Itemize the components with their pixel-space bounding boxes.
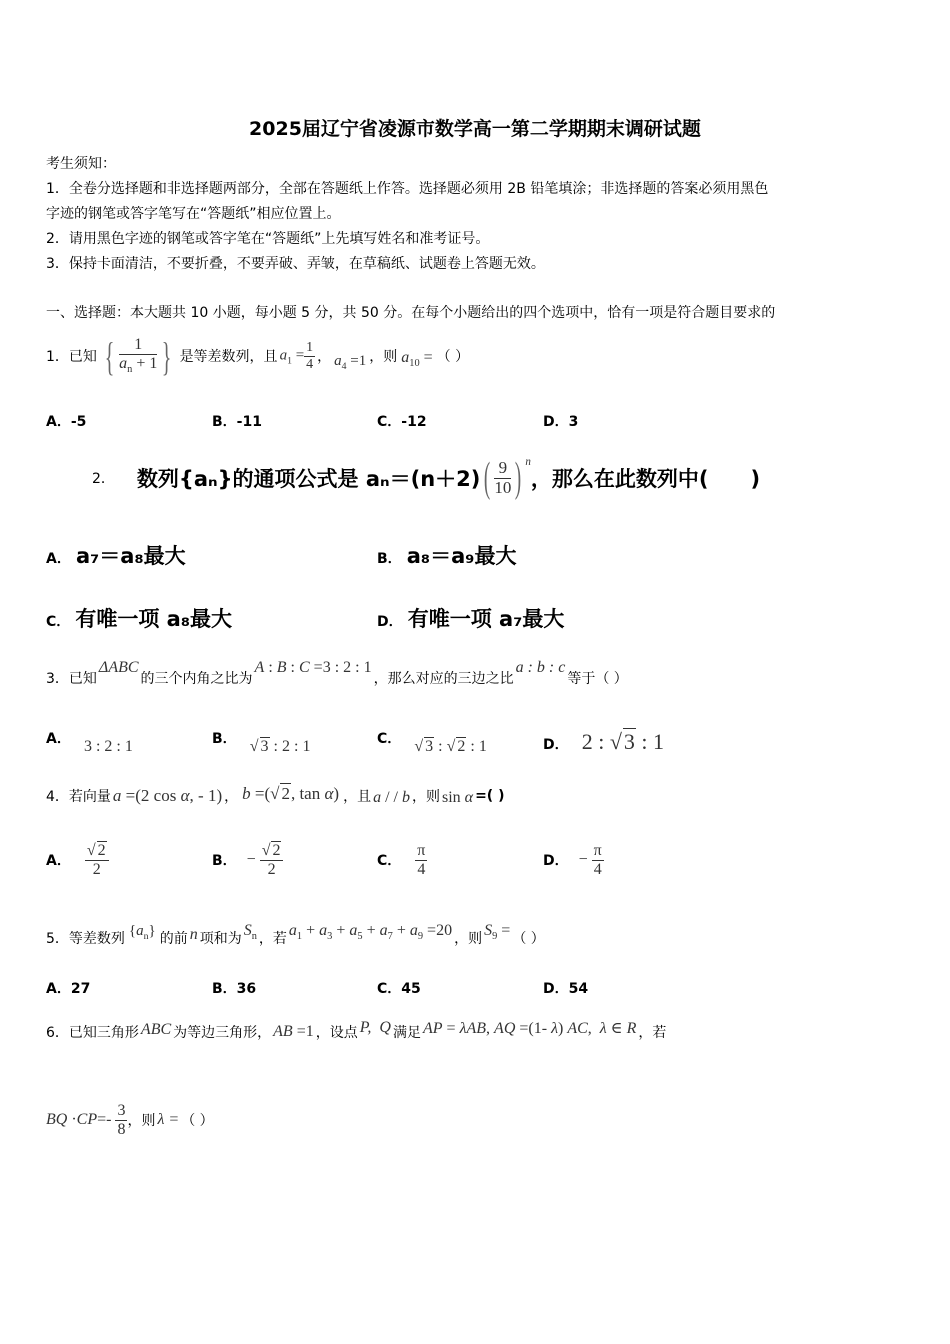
q2-option-b-text: a₈＝a₉最大	[406, 544, 517, 568]
q1-a4: $a_4 =1$	[334, 352, 367, 372]
question-4	[46, 776, 504, 816]
q5-n: n	[189, 926, 198, 943]
section-heading: 一、选择题：本大题共 10 小题，每小题 5 分，共 50 分。在每个小题给出的四个选项中，恰有一项是符合题目要求的	[46, 305, 776, 321]
q1-text-3: ，则	[369, 349, 398, 365]
q3-option-d-label: D．	[543, 737, 569, 753]
q5-text-4: ，则	[454, 931, 483, 947]
q3-text-3: 等于（ ）	[567, 671, 628, 687]
q3-side-ratio: a : b : c	[515, 659, 566, 676]
q5-sn: $S_n$	[243, 921, 257, 943]
q3-option-a-label: A．	[46, 731, 71, 747]
q2-option-c-label: C．	[46, 614, 71, 630]
q6-points: P, Q	[359, 1019, 391, 1036]
q4-option-c[interactable]	[377, 834, 427, 886]
question-6	[46, 1012, 666, 1052]
q6-abc: ABC	[140, 1021, 172, 1038]
q2-option-a[interactable]	[46, 540, 186, 570]
q4-option-b[interactable]	[212, 834, 283, 886]
question-6-line-2	[46, 1096, 214, 1144]
q4-option-c-label: C．	[377, 853, 402, 869]
question-5	[46, 918, 545, 958]
q3-option-b-math: √ 3 : 2 : 1	[249, 738, 311, 755]
notice-line-1b: 字迹的钢笔或答字笔写在“答题纸”相应位置上。	[46, 206, 341, 222]
notice-line-1a: 1．全卷分选择题和非选择题两部分，全部在答题纸上作答。选择题必须用 2B 铅笔填涂；非选择题的答案必须用黑色	[46, 181, 769, 197]
q3-text-1: 的三个内角之比为	[140, 671, 253, 687]
q1-a1: $a_1$ = $\frac{1}{4}$	[279, 340, 314, 372]
q5-text-1: 的前	[159, 931, 188, 947]
q3-option-a[interactable]	[46, 728, 133, 755]
q2-number: 2．	[92, 471, 115, 487]
q6-lambda: λ =	[157, 1111, 180, 1128]
q6-dot-product: BQ · CP =- $\frac{3}{8}$	[46, 1101, 126, 1138]
q6-text-2: ，设点	[315, 1025, 358, 1041]
page-title: 2025届辽宁省凌源市数学高一第二学期期末调研试题	[249, 118, 701, 140]
q6-number: 6．已知三角形	[46, 1025, 139, 1041]
q4-text-1: ，	[224, 789, 239, 805]
q1-option-c[interactable]: C．-12	[377, 414, 427, 430]
q2-tail: ，那么在此数列中( )	[530, 467, 761, 491]
q6-vector-condition: AP = λAB, AQ =(1- λ) AC, λ ∈ R	[422, 1020, 637, 1037]
question-3	[46, 660, 628, 696]
q4-text-2: ，且	[343, 789, 372, 805]
q3-number: 3．已知	[46, 671, 97, 687]
q2-option-d-text: 有唯一项 a₇最大	[407, 607, 565, 631]
q3-triangle: ΔABC	[98, 659, 139, 676]
q4-option-b-label: B．	[212, 853, 237, 869]
q4-text-3: ，则	[411, 789, 440, 805]
q4-option-c-math: $\frac{\pi}{4}$	[417, 841, 426, 878]
q1-sequence-formula: { $\frac{1}{a_n + 1}$ }	[104, 333, 172, 379]
q4-number: 4．若向量	[46, 789, 111, 805]
question-2	[92, 448, 760, 508]
q4-vector-a: a =(2 cos α, - 1)	[112, 786, 223, 805]
q1-text-1: 是等差数列，且	[179, 349, 278, 365]
q3-option-c-label: C．	[377, 731, 402, 747]
q5-text-2: 项和为	[199, 931, 242, 947]
q1-option-d[interactable]: D．3	[543, 414, 579, 430]
q6-text-3: 满足	[392, 1025, 421, 1041]
q6-text-4: ，若	[638, 1025, 667, 1041]
question-1	[46, 326, 469, 386]
q6-text-6: （ ）	[181, 1113, 214, 1129]
q3-option-b[interactable]	[212, 728, 311, 755]
q5-text-5: （ ）	[512, 931, 545, 947]
q1-option-b[interactable]: B．-11	[212, 414, 262, 430]
q2-option-c[interactable]	[46, 603, 232, 633]
q2-option-c-text: 有唯一项 a₈最大	[75, 607, 233, 631]
q4-parallel: a / / b	[373, 789, 410, 806]
q4-text-4: =( )	[475, 788, 505, 804]
notice-line-3: 3．保持卡面清洁，不要折叠，不要弄破、弄皱，在草稿纸、试题卷上答题无效。	[46, 256, 545, 272]
q3-option-c[interactable]	[377, 728, 487, 755]
q1-a10: $a_{10}$ =	[401, 348, 433, 370]
q3-text-2: ，那么对应的三边之比	[373, 671, 514, 687]
q4-option-d[interactable]	[543, 834, 604, 886]
q3-option-c-math: √ 3 : √ 2 : 1	[414, 738, 487, 755]
q2-option-d[interactable]	[377, 603, 564, 633]
q4-vector-b: b =(√ 2, tan α)	[242, 783, 340, 803]
q5-s9: $S_9$ =	[484, 921, 511, 943]
q4-sin-alpha: sin α	[441, 789, 474, 806]
q5-option-d[interactable]: D．54	[543, 981, 589, 997]
q1-option-a[interactable]: A．-5	[46, 414, 87, 430]
q6-text-1: 为等边三角形，	[173, 1025, 272, 1041]
notice-line-2: 2．请用黑色字迹的钢笔或答字笔在“答题纸”上先填写姓名和准考证号。	[46, 231, 490, 247]
q4-option-d-math: − $\frac{\pi}{4}$	[578, 841, 602, 878]
q5-option-b[interactable]: B．36	[212, 981, 257, 997]
q3-option-d[interactable]	[543, 728, 664, 755]
q2-option-b-label: B．	[377, 551, 402, 567]
q5-sequence: $\{a_n\}$	[128, 922, 156, 942]
q1-text-4: （ ）	[436, 349, 470, 365]
q2-option-d-label: D．	[377, 614, 403, 630]
q4-option-d-label: D．	[543, 853, 569, 869]
q5-sum-condition: $a_1 + a_3 + a_5 + a_7 + a_9 =20$	[288, 921, 453, 943]
notice-heading: 考生须知：	[46, 156, 116, 172]
q5-number: 5．等差数列	[46, 931, 125, 947]
q2-power-term: ( $\frac{9}{10}$ ) $^n$	[484, 455, 531, 501]
q4-option-a[interactable]	[46, 834, 109, 886]
q3-option-a-math: 3 : 2 : 1	[83, 738, 133, 755]
q4-option-a-math: $\frac{√ 2}{2}$	[85, 841, 109, 878]
q4-option-b-math: − $\frac{√ 2}{2}$	[247, 841, 284, 878]
q2-stem: 数列{aₙ}的通项公式是 aₙ＝(n＋2)	[136, 467, 481, 491]
q3-angle-ratio: A : B : C =3 : 2 : 1	[254, 659, 372, 676]
q2-option-a-label: A．	[46, 551, 71, 567]
q1-number: 1．已知	[46, 349, 97, 365]
q5-option-c[interactable]: C．45	[377, 981, 421, 997]
q3-option-d-math: 2 : √3 : 1	[581, 729, 665, 754]
q6-text-5: ，则	[127, 1113, 156, 1129]
q6-ab-eq: AB =1	[273, 1023, 314, 1040]
q4-option-a-label: A．	[46, 853, 71, 869]
q5-text-3: ，若	[258, 931, 287, 947]
q2-option-a-text: a₇＝a₈最大	[75, 544, 186, 568]
q2-option-b[interactable]	[377, 540, 517, 570]
q1-text-2: ，	[317, 349, 332, 365]
q5-option-a[interactable]: A．27	[46, 981, 91, 997]
q3-option-b-label: B．	[212, 731, 237, 747]
